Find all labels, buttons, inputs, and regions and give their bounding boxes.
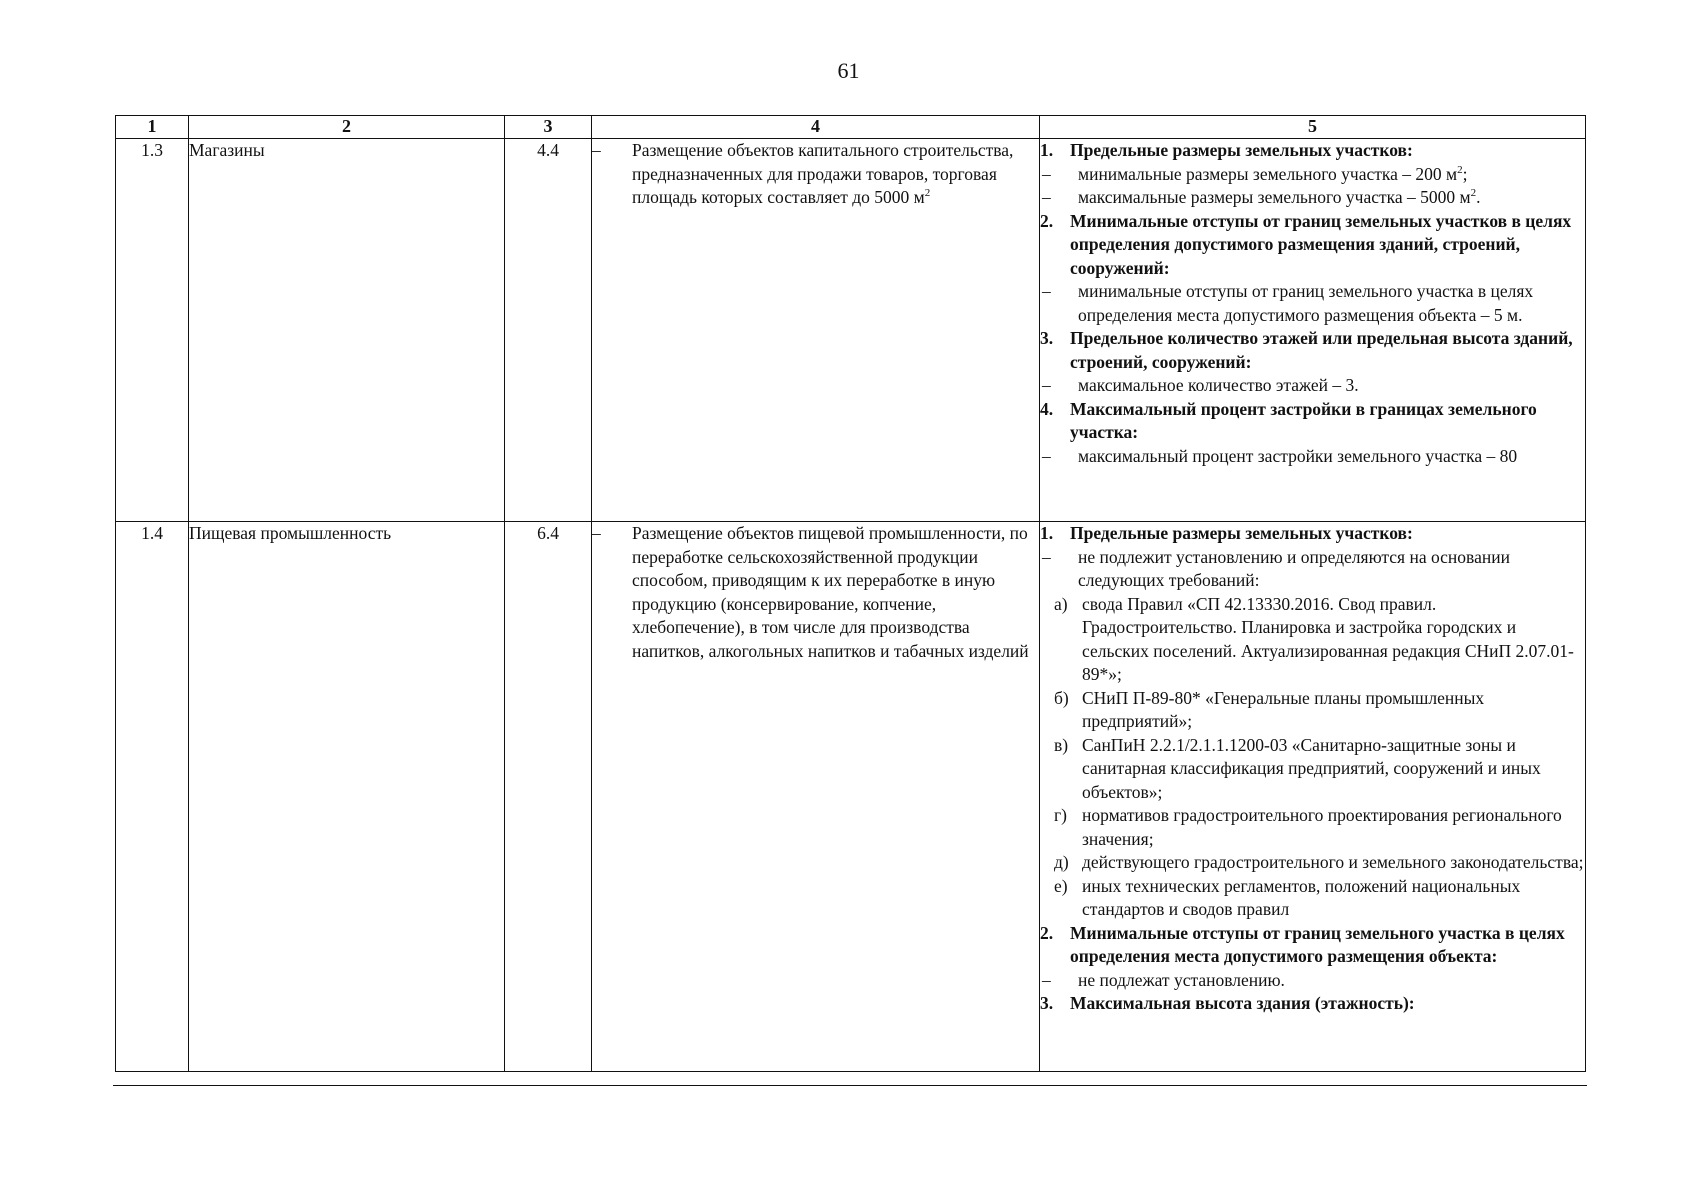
dash-marker: – — [1042, 969, 1051, 990]
description-text: Размещение объектов капитального строительства, предназначенных для продажи товаров, торговая площадь которых составляет до 5000 $м^2$ — [632, 140, 1014, 207]
dash-marker: – — [592, 523, 601, 543]
subitem-text: действующего градостроительного и земельного законодательства; — [1082, 852, 1584, 872]
parameter-item — [1040, 546, 1585, 593]
subitem-text: нормативов градостроительного проектирования регионального значения; — [1082, 805, 1562, 849]
subitem-letter: д) — [1054, 852, 1069, 872]
parameter-item — [1040, 186, 1585, 210]
heading-text: Предельные размеры земельных участков: — [1070, 523, 1413, 543]
parameter-heading — [1040, 327, 1585, 374]
parameter-item — [1040, 969, 1585, 993]
row-code: 6.4 — [505, 522, 592, 1072]
item-text: не подлежат установлению. — [1078, 969, 1285, 990]
table-row — [116, 139, 1586, 522]
row-parameters — [1040, 522, 1586, 1072]
parameter-heading — [1040, 398, 1585, 445]
header-col-1: 1 — [116, 116, 189, 139]
subitem-letter: в) — [1054, 734, 1069, 755]
parameter-heading — [1040, 922, 1585, 969]
row-description — [592, 139, 1040, 522]
dash-marker: – — [1042, 375, 1051, 395]
heading-number: 2. — [1040, 210, 1054, 231]
parameter-heading — [1040, 992, 1585, 1016]
subitem-letter: е) — [1054, 875, 1068, 896]
item-text: максимальное количество этажей – 3. — [1078, 375, 1359, 395]
heading-number: 2. — [1040, 922, 1054, 943]
heading-text: Максимальная высота здания (этажность): — [1070, 993, 1415, 1013]
heading-text: Минимальные отступы от границ земельных участков в целях определения допустимого размещения зданий, строений, сооружений: — [1070, 210, 1572, 278]
heading-text: Предельные размеры земельных участков: — [1070, 140, 1413, 160]
row-name: Магазины — [189, 139, 505, 522]
subitem-letter: а) — [1054, 593, 1068, 614]
subitem-text: СНиП П-89-80* «Генеральные планы промышленных предприятий»; — [1082, 687, 1485, 731]
row-name: Пищевая промышленность — [189, 522, 505, 1072]
parameter-subitem — [1040, 734, 1585, 805]
zoning-table — [115, 115, 1586, 1072]
description-text: Размещение объектов пищевой промышленности, по переработке сельскохозяйственной продукции способом, приводящим к их переработке в иную продукцию (консервирование, копчение, хлебопечение), в том числе для производства напитков, алкогольных напитков и табачных изделий — [632, 523, 1029, 661]
dash-marker: – — [1042, 546, 1051, 567]
parameter-subitem — [1040, 851, 1585, 875]
parameter-heading — [1040, 210, 1585, 281]
row-number: 1.4 — [116, 522, 189, 1072]
heading-number: 1. — [1040, 140, 1054, 160]
subitem-text: иных технических регламентов, положений национальных стандартов и сводов правил — [1082, 875, 1521, 919]
subitem-letter: г) — [1054, 805, 1068, 825]
row-description — [592, 522, 1040, 1072]
dash-marker: – — [1042, 445, 1051, 466]
heading-number: 3. — [1040, 993, 1054, 1013]
bottom-rule — [113, 1085, 1587, 1086]
parameter-subitem — [1040, 593, 1585, 687]
page-number: 61 — [837, 58, 860, 83]
parameter-item — [1040, 163, 1585, 187]
table-row — [116, 522, 1586, 1072]
item-text: минимальные размеры земельного участка – 200 $м^2$; — [1078, 163, 1468, 184]
heading-text: Максимальный процент застройки в границах земельного участка: — [1070, 398, 1537, 442]
header-col-2: 2 — [189, 116, 505, 139]
dash-marker: – — [592, 140, 601, 160]
parameter-item — [1040, 374, 1585, 398]
parameter-subitem — [1040, 875, 1585, 922]
heading-text: Предельное количество этажей или предельная высота зданий, строений, сооружений: — [1070, 328, 1573, 372]
dash-marker: – — [1042, 281, 1051, 301]
item-text: максимальные размеры земельного участка – 5000 $м^2$. — [1078, 187, 1481, 207]
subitem-text: СанПиН 2.2.1/2.1.1.1200-03 «Санитарно-защитные зоны и санитарная классификация предприятий, сооружений и иных объектов»; — [1082, 734, 1541, 802]
heading-number: 4. — [1040, 398, 1054, 419]
item-text: не подлежит установлению и определяются на основании следующих требований: — [1078, 546, 1510, 590]
header-row — [116, 116, 1586, 139]
parameter-heading — [1040, 522, 1585, 546]
item-text: минимальные отступы от границ земельного участка в целях определения места допустимого размещения объекта – 5 м. — [1078, 281, 1534, 325]
heading-number: 1. — [1040, 523, 1054, 543]
header-col-4: 4 — [592, 116, 1040, 139]
parameter-subitem — [1040, 804, 1585, 851]
row-number: 1.3 — [116, 139, 189, 522]
subitem-letter: б) — [1054, 687, 1069, 708]
parameter-subitem — [1040, 687, 1585, 734]
heading-number: 3. — [1040, 328, 1054, 348]
parameter-item — [1040, 445, 1585, 469]
dash-marker: – — [1042, 163, 1051, 184]
row-parameters — [1040, 139, 1586, 522]
row-code: 4.4 — [505, 139, 592, 522]
subitem-text: свода Правил «СП 42.13330.2016. Свод правил. Градостроительство. Планировка и застройка городских и сельских поселений. Актуализированная редакция СНиП 2.07.01-89*»; — [1082, 593, 1574, 684]
dash-marker: – — [1042, 187, 1051, 207]
parameter-item — [1040, 280, 1585, 327]
parameter-heading — [1040, 139, 1585, 163]
heading-text: Минимальные отступы от границ земельного участка в целях определения места допустимого размещения объекта: — [1070, 922, 1565, 966]
header-col-5: 5 — [1040, 116, 1586, 139]
header-col-3: 3 — [505, 116, 592, 139]
item-text: максимальный процент застройки земельного участка – 80 — [1078, 445, 1518, 466]
